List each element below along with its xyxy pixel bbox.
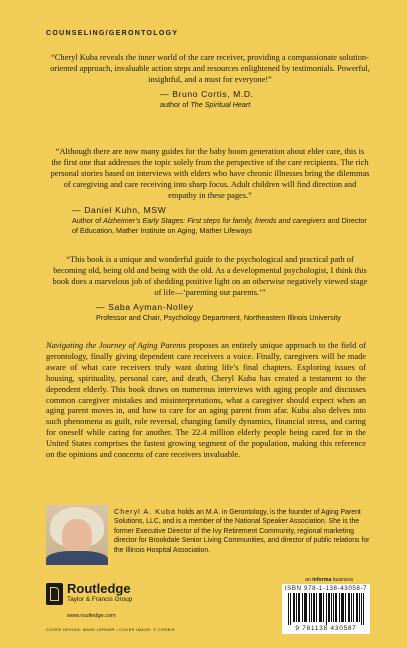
attribution-dash: — [96, 302, 109, 312]
attribution-book: The Spiritual Heart [190, 100, 251, 109]
quote-text: “Cheryl Kuba reveals the inner world of the care receiver, providing a compassionate solution-oriented approach, invaluable action steps and resources enlightened by testimonials. Powerful, insightful, and a must for everyone!” [50, 53, 370, 84]
attribution-suffix: and Director of Education, Mather Institute on Aging, Mather Lifeways [72, 216, 367, 235]
author-bio [114, 507, 370, 555]
attribution-name: Daniel Kuhn, MSW [84, 205, 167, 215]
publisher-url: www.routledge.com [67, 613, 116, 619]
category-label: COUNSELING/GERONTOLOGY [46, 30, 179, 37]
attribution-prefix: Author of [72, 216, 104, 225]
informa-business-label [305, 577, 353, 583]
cover-credits: COVER DESIGN: MARK LERNER • COVER IMAGE: © CORBIS [46, 628, 176, 632]
attribution-dash: — [160, 89, 173, 99]
author-name: Cheryl A. Kuba [114, 507, 176, 516]
isbn-barcode [282, 584, 370, 634]
informa-prefix: an [305, 577, 313, 583]
attribution-name: Bruno Cortis, M.D. [172, 89, 254, 99]
book-description [46, 341, 366, 461]
isbn-label: ISBN 978-1-138-43058-7 [284, 585, 368, 592]
quote-attribution [50, 302, 370, 323]
endorsement-quote-2 [50, 146, 370, 236]
barcode-icon [288, 593, 364, 625]
attribution-dash: — [72, 205, 85, 215]
endorsement-quote-1 [50, 52, 370, 110]
publisher-group: Taylor & Francis Group [67, 596, 133, 603]
routledge-logo-icon [46, 583, 63, 605]
publisher-name: Routledge [67, 581, 131, 596]
attribution-book: Alzheimer’s Early Stages: First steps for family, friends and caregivers [103, 216, 326, 225]
informa-brand: informa [312, 577, 332, 583]
attribution-prefix: author of [160, 100, 191, 109]
attribution-name: Saba Ayman-Nolley [108, 302, 194, 312]
endorsement-quote-3 [50, 254, 370, 323]
barcode-digits: 9 781138 430587 [295, 625, 357, 632]
quote-attribution [50, 205, 370, 236]
description-text: proposes an entirely unique approach to the field of gerontology, finally giving dependent care receivers a voice. Finally, caregivers will be made aware of what care receivers truly want during life’s final chapters. Exploring issues of housing, spirituality, personal care, and death, Cheryl Kuba has created a testament to the dependent elderly. This book draws on numerous interviews with aging people and discusses common caregiver mistakes and misinterpretations, what a caregiver should expect when an aging parent moves in, and how to care for an aging parent from afar. Kuba also delves into such phenomena as guilt, role reversal, changing family dynamics, financial stress, and caring for oneself while caring for another. The 22.4 million elderly people being cared for in the United States comprises the fastest growing segment of the population, making this reference on the opinions and concerns of care receivers invaluable. [46, 341, 366, 460]
quote-text: “This book is a unique and wonderful guide to the psychological and practical path of becoming old, being old and being with the old. As a developmental psychologist, I think this book does a marvelous job of shedding positive light on an otherwise negatively viewed stage of life—‘parenting our parents.’” [52, 255, 368, 297]
publisher-logo [67, 582, 132, 604]
quote-attribution [50, 89, 370, 110]
quote-text: “Although there are now many guides for the baby boom generation about elder care, this is the first one that addresses the topic solely from the perspective of the care recipients. The rich personal stories based on interviews with elders who have chronic illnesses bring the dilemmas of caregiving and care receiving into sharp focus. Adult children will find direction and empathy in these pages.” [50, 147, 370, 200]
author-photo [46, 505, 108, 565]
author-bio-text: holds an M.A. in Gerontology, is the founder of Aging Parent Solutions, LLC, and is a member of the National Speaker Association. She is the former Executive Director of the Ivy Retirement Community, regional marketing director for Brookdale Senior Living Communities, and director of public relations for the Illinois Hospital Association. [114, 509, 370, 554]
informa-suffix: business [331, 577, 354, 583]
attribution-suffix: Professor and Chair, Psychology Department, Northeastern Illinois University [96, 313, 341, 322]
book-title-lead: Navigating the Journey of Aging Parents [46, 341, 186, 350]
